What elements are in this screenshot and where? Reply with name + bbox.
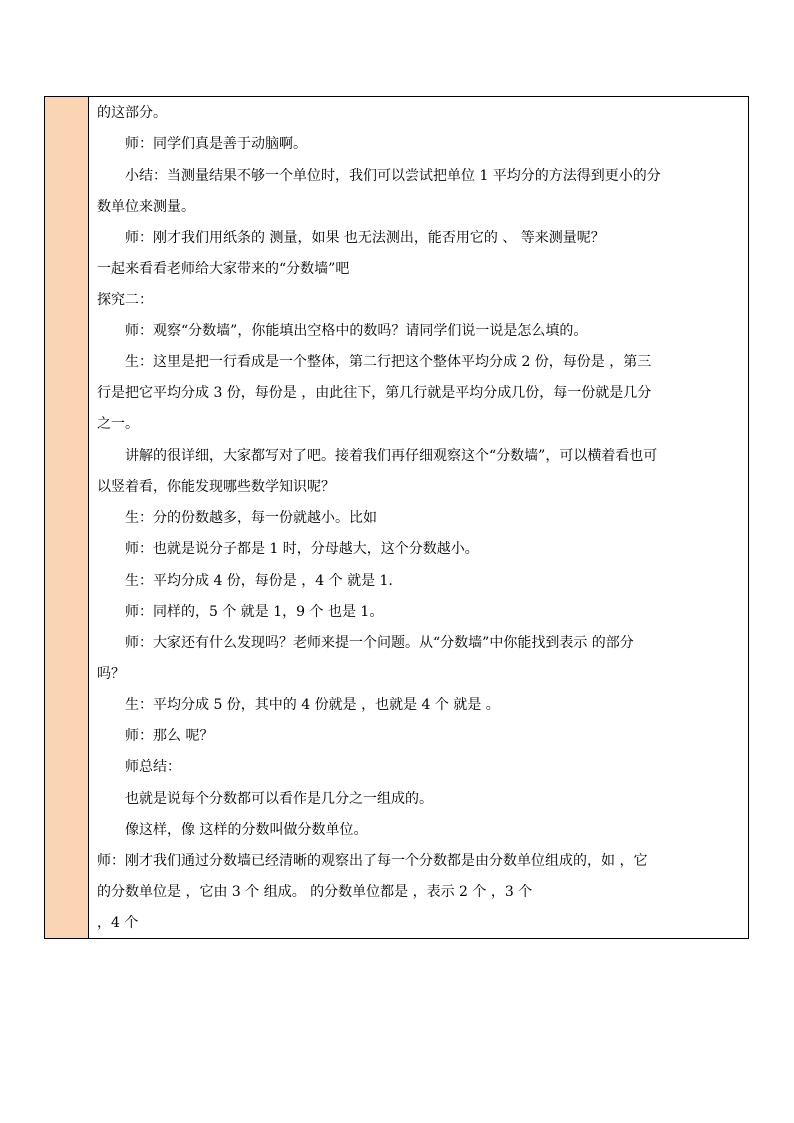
side-column	[45, 97, 89, 938]
text-line: 生：平均分成 4 份，每份是 ，4 个 就是 1.	[125, 573, 393, 589]
section-heading: 探究二：	[97, 292, 153, 308]
text-line: 的分数单位是 ，它由 3 个 组成。 的分数单位都是 ，表示 2 个 ，3 个	[97, 884, 533, 900]
text-line: 师：大家还有什么发现吗？老师来提一个问题。从“分数墙”中你能找到表示 的部分	[125, 635, 634, 651]
text-line: 师：观察“分数墙”，你能填出空格中的数吗？请同学们说一说是怎么填的。	[125, 323, 588, 339]
text-line: 生：平均分成 5 份，其中的 4 份就是 ，也就是 4 个 就是 。	[125, 697, 500, 713]
text-line: 师：刚才我们用纸条的 测量，如果 也无法测出，能否用它的 、 等来测量呢？	[125, 230, 605, 246]
text-line: 生：这里是把一行看成是一个整体，第二行把这个整体平均分成 2 份，每份是 ，第三	[125, 354, 652, 370]
text-line: 师：同样的，5 个 就是 1，9 个 也是 1。	[125, 604, 384, 620]
text-line: 师：刚才我们通过分数墙已经清晰的观察出了每一个分数都是由分数单位组成的，如 ，它	[97, 853, 648, 869]
text-line: 吗？	[97, 666, 125, 682]
text-line: ，4 个	[97, 915, 139, 931]
text-line: 师总结：	[125, 759, 181, 775]
text-line: 生：分的份数越多，每一份就越小。比如	[125, 510, 377, 526]
text-line: 师：也就是说分子都是 1 时，分母越大，这个分数越小。	[125, 541, 479, 557]
text-line: 数单位来测量。	[97, 199, 195, 215]
text-line: 之一。	[97, 416, 139, 432]
text-line: 小结：当测量结果不够一个单位时，我们可以尝试把单位 1 平均分的方法得到更小的分	[125, 168, 661, 184]
lesson-content	[89, 97, 748, 938]
text-line: 的这部分。	[97, 105, 167, 121]
text-line: 以竖着看，你能发现哪些数学知识呢？	[97, 479, 335, 495]
text-line: 一起来看看老师给大家带来的“分数墙”吧	[97, 261, 350, 277]
text-line: 像这样，像 这样的分数叫做分数单位。	[125, 822, 368, 838]
text-line: 师：同学们真是善于动脑啊。	[125, 136, 307, 152]
lesson-table	[44, 96, 749, 939]
text-line: 师：那么 呢？	[125, 728, 214, 744]
text-line: 也就是说每个分数都可以看作是几分之一组成的。	[125, 791, 433, 807]
text-line: 行是把它平均分成 3 份，每份是 ，由此往下，第几行就是平均分成几份，每一份就是几分	[97, 385, 652, 401]
text-line: 讲解的很详细，大家都写对了吧。接着我们再仔细观察这个“分数墙”，可以横着看也可	[125, 448, 658, 464]
